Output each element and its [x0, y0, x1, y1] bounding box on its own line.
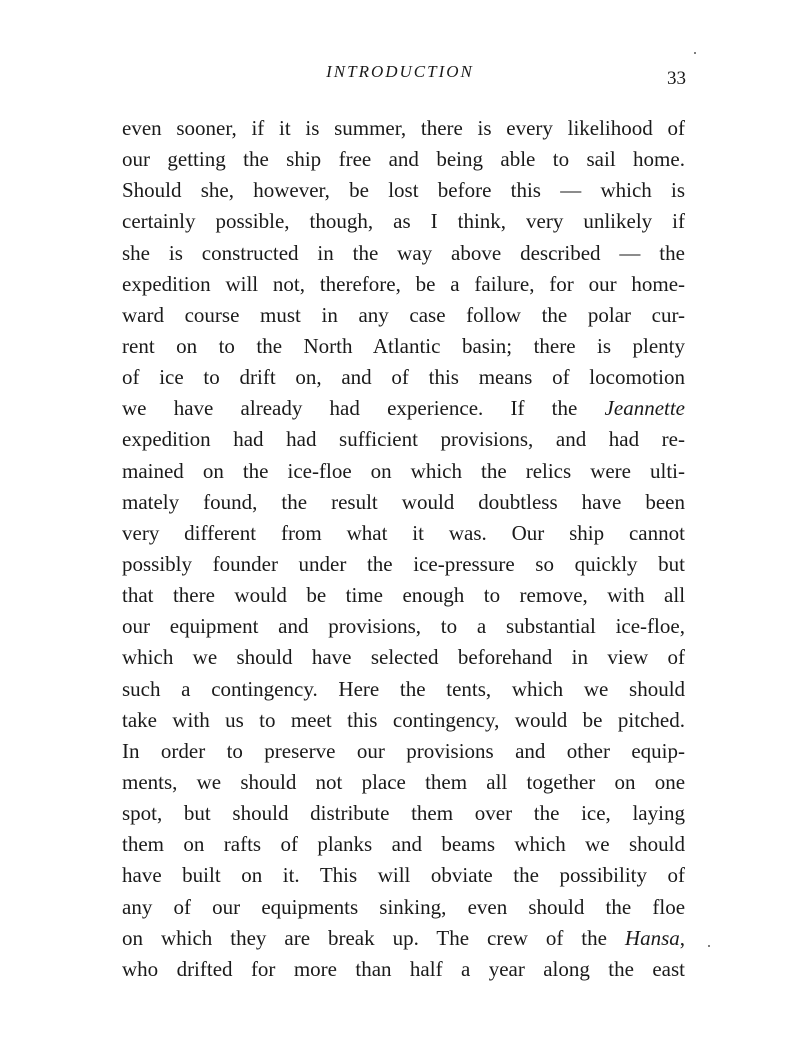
text-run: that there would be time enough to remove, with all — [122, 583, 685, 608]
text-line-3 — [122, 175, 685, 206]
text-run: ward course must in any case follow the polar cur- — [122, 302, 685, 327]
text-run: them on rafts of planks and beams which we should — [122, 832, 685, 857]
text-line-25 — [122, 860, 685, 891]
text-run: we have already had experience. If the — [122, 396, 605, 421]
text-run: who drifted for more than half a year along the east — [122, 956, 685, 981]
text-line-11 — [122, 424, 685, 455]
ship-name-jeannette: Jeannette — [604, 396, 685, 421]
text-line-17 — [122, 611, 685, 642]
text-run: possibly founder under the ice-pressure so quickly but — [122, 551, 685, 576]
text-line-13 — [122, 487, 685, 518]
text-run: In order to preserve our provisions and other equip- — [122, 738, 685, 763]
text-line-4 — [122, 206, 685, 237]
text-run: mately found, the result would doubtless have been — [122, 489, 685, 514]
text-run: ments, we should not place them all together on one — [122, 769, 685, 794]
text-run: expedition will not, therefore, be a failure, for our home- — [122, 271, 685, 296]
text-line-18 — [122, 642, 685, 673]
running-head: INTRODUCTION — [326, 62, 474, 81]
page-header — [120, 62, 690, 92]
text-line-23 — [122, 798, 685, 829]
text-line-10 — [122, 393, 685, 424]
page-number: 33 — [667, 68, 686, 89]
text-run: any of our equipments sinking, even should the floe — [122, 894, 685, 919]
text-line-16 — [122, 580, 685, 611]
text-line-2 — [122, 144, 685, 175]
ship-name-hansa: Hansa — [624, 925, 680, 950]
text-line-5 — [122, 238, 685, 269]
scan-speck — [694, 52, 696, 54]
text-run: such a contingency. Here the tents, which we should — [122, 676, 685, 701]
text-run: expedition had had sufficient provisions, and had re- — [122, 427, 685, 452]
text-run: on which they are break up. The crew of the — [122, 925, 625, 950]
text-line-8 — [122, 331, 685, 362]
text-line-7 — [122, 300, 685, 331]
text-line-1 — [122, 113, 685, 144]
text-line-26 — [122, 892, 685, 923]
text-run: even sooner, if it is summer, there is every likelihood of — [122, 116, 685, 140]
text-line-27 — [122, 923, 685, 954]
text-run: rent on to the North Atlantic basin; there is plenty — [122, 333, 685, 358]
text-run: spot, but should distribute them over the ice, laying — [122, 801, 685, 826]
text-line-19 — [122, 674, 685, 705]
text-run: our equipment and provisions, to a substantial ice-floe, — [122, 614, 685, 639]
text-run: she is constructed in the way above described — the — [122, 240, 685, 265]
text-run: take with us to meet this contingency, would be pitched. — [122, 707, 685, 732]
text-run: , — [679, 925, 685, 950]
text-line-24 — [122, 829, 685, 860]
text-line-20 — [122, 705, 685, 736]
body-text — [122, 113, 685, 985]
text-run: certainly possible, though, as I think, very unlikely if — [122, 209, 685, 234]
text-line-28 — [122, 954, 685, 985]
text-run: have built on it. This will obviate the possibility of — [122, 863, 685, 888]
text-run: mained on the ice-floe on which the relics were ulti- — [122, 458, 685, 483]
text-line-21 — [122, 736, 685, 767]
text-run: which we should have selected beforehand in view of — [122, 645, 685, 670]
text-run: of ice to drift on, and of this means of locomotion — [122, 365, 685, 390]
text-run: very different from what it was. Our ship cannot — [122, 520, 685, 545]
scan-speck — [708, 945, 710, 947]
text-line-14 — [122, 518, 685, 549]
text-line-9 — [122, 362, 685, 393]
text-run: our getting the ship free and being able to sail home. — [122, 147, 685, 172]
text-line-22 — [122, 767, 685, 798]
text-line-6 — [122, 269, 685, 300]
text-line-15 — [122, 549, 685, 580]
text-run: Should she, however, be lost before this — which is — [122, 178, 685, 203]
text-line-12 — [122, 456, 685, 487]
